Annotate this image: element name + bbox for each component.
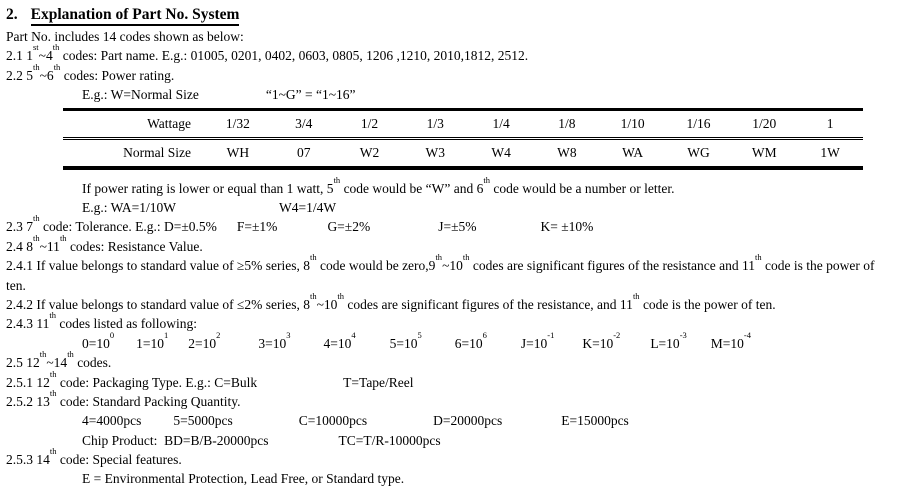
text-segment: E=15000pcs: [561, 413, 629, 429]
spacing-gap: [257, 386, 343, 387]
section-2-5-3-special: [6, 446, 894, 469]
power-rating-example: [6, 85, 894, 104]
superscript: th: [309, 252, 317, 263]
text-segment: code: Standard Packing Quantity.: [56, 393, 241, 409]
text-segment: 5=10: [389, 335, 418, 351]
text-segment: “1~G” = “1~16”: [265, 87, 356, 103]
superscript: th: [59, 232, 67, 243]
spacing-gap: [199, 98, 266, 99]
text-segment: 2.1 1: [6, 48, 33, 64]
text-segment: ~10: [442, 258, 463, 274]
text-segment: 2.5 12: [6, 355, 40, 371]
spacing-gap: [356, 347, 390, 348]
table-cell: W4: [491, 144, 511, 160]
text-segment: 6=10: [454, 335, 483, 351]
spacing-gap: [291, 347, 324, 348]
text-segment: 2.4.1 If value belongs to standard value of ≥5% series, 8: [6, 258, 310, 274]
superscript: 6: [482, 329, 487, 340]
spacing-gap: [269, 444, 339, 445]
table-cell: WG: [687, 144, 710, 160]
superscript: 3: [286, 329, 291, 340]
text-segment: W4=1/4W: [278, 199, 337, 215]
text-segment: E.g.: W=Normal Size: [82, 87, 199, 103]
table-cell: 1: [797, 109, 863, 138]
text-segment: 4=4000pcs: [82, 413, 142, 429]
table-cell: WA: [622, 144, 644, 160]
text-segment: code would be “W” and 6: [340, 180, 484, 196]
superscript: 5: [417, 329, 422, 340]
superscript: 1: [164, 329, 169, 340]
text-segment: codes: Power rating.: [60, 67, 175, 83]
special-features-note: [6, 469, 894, 488]
table-cell: W8: [557, 144, 577, 160]
exponent-codes: [6, 329, 894, 353]
superscript: 4: [351, 329, 356, 340]
intro-line: [6, 27, 894, 46]
superscript: -3: [679, 329, 687, 340]
table-cell: 1/3: [402, 109, 468, 138]
superscript: -1: [547, 329, 555, 340]
lines-after-table: [6, 174, 894, 489]
text-segment: ~4: [38, 48, 53, 64]
text-segment: TC=T/R-10000pcs: [338, 432, 441, 448]
text-segment: J=10: [520, 335, 548, 351]
text-segment: code is the power of ten.: [639, 296, 776, 312]
section-2-4-1: [6, 252, 894, 295]
text-segment: 2.3 7: [6, 219, 33, 235]
text-segment: code: Tolerance. E.g.: D=±0.5%: [39, 219, 217, 235]
spacing-gap: [477, 230, 541, 231]
superscript: th: [49, 446, 57, 457]
text-segment: codes are significant figures of the resistance and 11: [469, 258, 756, 274]
table-cell: 1/2: [337, 109, 403, 138]
text-segment: 2.5.2 13: [6, 393, 50, 409]
superscript: 0: [109, 329, 115, 340]
text-segment: code: Special features.: [56, 452, 182, 468]
superscript: th: [49, 368, 57, 379]
superscript: th: [483, 174, 491, 185]
table-cell: WH: [226, 144, 250, 160]
lines-before-table: [6, 27, 894, 105]
table-cell: 1W: [820, 144, 840, 160]
spacing-gap: [687, 347, 711, 348]
text-segment: J=±5%: [438, 219, 477, 235]
table-row-label: Wattage: [63, 109, 205, 138]
spacing-gap: [217, 230, 237, 231]
text-segment: 2.4.3 11: [6, 316, 50, 332]
section-2-5-1-packaging: [6, 368, 894, 392]
spacing-gap: [554, 347, 582, 348]
text-segment: ~10: [316, 296, 338, 312]
section-2-5-2-packing-qty: [6, 387, 894, 411]
text-segment: 2.5.1 12: [6, 374, 50, 390]
text-segment: Chip Product: BD=B/B-20000pcs: [82, 432, 269, 448]
text-segment: 5=5000pcs: [173, 413, 233, 429]
text-segment: Part No. includes 14 codes shown as below:: [6, 29, 244, 44]
text-segment: ~14: [46, 355, 68, 371]
table-row: [63, 109, 863, 138]
superscript: st: [33, 42, 39, 53]
table-cell: 1/20: [731, 109, 797, 138]
superscript: th: [33, 213, 40, 224]
text-segment: E.g.: WA=1/10W: [82, 199, 176, 215]
text-segment: D=20000pcs: [433, 413, 503, 429]
text-segment: 1=10: [136, 335, 164, 351]
text-segment: codes are significant figures of the resistance, and 11: [344, 296, 633, 312]
table-row: [63, 138, 863, 168]
text-segment: M=10: [710, 335, 744, 351]
text-segment: 2.2 5: [6, 67, 33, 83]
spacing-gap: [176, 211, 279, 212]
text-segment: code: Packaging Type. E.g.: C=Bulk: [56, 374, 258, 390]
text-segment: 2=10: [188, 335, 217, 351]
superscript: th: [632, 290, 640, 301]
superscript: th: [435, 252, 443, 263]
text-segment: K= ±10%: [540, 219, 594, 235]
spacing-gap: [367, 424, 433, 425]
spacing-gap: [487, 347, 521, 348]
superscript: th: [39, 349, 47, 360]
table-cell: WM: [751, 144, 777, 160]
table-cell: 1/4: [468, 109, 534, 138]
power-rating-table-body: [63, 109, 863, 168]
superscript: -2: [613, 329, 621, 340]
text-segment: code is the power of ten.: [6, 258, 875, 293]
text-segment: codes listed as following:: [56, 316, 197, 332]
section-2-4-3: [6, 310, 894, 333]
table-cell: 1/32: [205, 109, 271, 138]
table-cell: 1/16: [666, 109, 732, 138]
superscript: th: [309, 290, 317, 301]
spacing-gap: [370, 230, 438, 231]
heading-number: 2.: [6, 6, 18, 23]
section-2-2: [6, 61, 894, 85]
superscript: th: [49, 310, 56, 321]
text-segment: ~6: [39, 67, 54, 83]
text-segment: codes: Resistance Value.: [66, 238, 203, 254]
text-segment: code would be zero,9: [316, 258, 436, 274]
power-rating-table: [63, 108, 863, 170]
table-cell: 1/8: [534, 109, 600, 138]
text-segment: F=±1%: [236, 219, 278, 235]
spacing-gap: [220, 347, 258, 348]
table-cell: 3/4: [271, 109, 337, 138]
table-row-label: Normal Size: [123, 144, 191, 160]
spacing-gap: [114, 347, 136, 348]
spacing-gap: [502, 424, 561, 425]
superscript: 2: [216, 329, 221, 340]
text-segment: 2.4 8: [6, 238, 33, 254]
superscript: th: [337, 290, 345, 301]
text-segment: codes.: [73, 355, 112, 371]
text-segment: T=Tape/Reel: [343, 374, 414, 390]
spacing-gap: [277, 230, 327, 231]
section-2-1: [6, 42, 894, 65]
section-2-4-2: [6, 290, 894, 314]
superscript: th: [755, 252, 762, 263]
power-note: [6, 174, 894, 198]
table-cell: W3: [425, 144, 446, 160]
power-example: [6, 198, 894, 217]
text-segment: 2.5.3 14: [6, 452, 50, 468]
spacing-gap: [422, 347, 455, 348]
text-segment: 3=10: [258, 335, 287, 351]
superscript: th: [67, 349, 74, 360]
spacing-gap: [168, 347, 188, 348]
table-cell: 07: [296, 144, 311, 160]
table-cell: W2: [359, 144, 380, 160]
text-segment: K=10: [582, 335, 614, 351]
text-segment: code would be a number or letter.: [490, 180, 675, 196]
text-segment: 2.4.2 If value belongs to standard value of ≤2% series, 8: [6, 296, 310, 312]
section-heading: [6, 4, 894, 27]
spacing-gap: [141, 424, 173, 425]
chip-product-packing: [6, 431, 894, 450]
spacing-gap: [620, 347, 650, 348]
text-segment: codes: Part name. E.g.: 01005, 0201, 0402, 0603, 0805, 1206 ,1210, 2010,1812, 2512.: [59, 48, 529, 64]
superscript: th: [52, 42, 60, 53]
superscript: th: [462, 252, 470, 263]
superscript: th: [53, 61, 61, 72]
superscript: th: [33, 232, 40, 243]
text-segment: E = Environmental Protection, Lead Free, or Standard type.: [82, 471, 405, 487]
packing-quantities: [6, 411, 894, 430]
text-segment: G=±2%: [327, 219, 371, 235]
text-segment: L=10: [650, 335, 680, 351]
superscript: th: [333, 174, 341, 185]
superscript: th: [49, 387, 57, 398]
section-2-3-tolerance: [6, 213, 894, 236]
heading-title: Explanation of Part No. System: [31, 6, 240, 26]
superscript: th: [33, 61, 40, 72]
text-segment: 4=10: [323, 335, 352, 351]
section-2-5: [6, 349, 894, 372]
text-segment: 0=10: [82, 335, 110, 351]
spacing-gap: [233, 424, 299, 425]
text-segment: If power rating is lower or equal than 1 watt, 5: [82, 180, 334, 196]
superscript: -4: [743, 329, 751, 340]
table-cell: 1/10: [600, 109, 666, 138]
text-segment: C=10000pcs: [298, 413, 368, 429]
text-segment: ~11: [39, 238, 60, 254]
